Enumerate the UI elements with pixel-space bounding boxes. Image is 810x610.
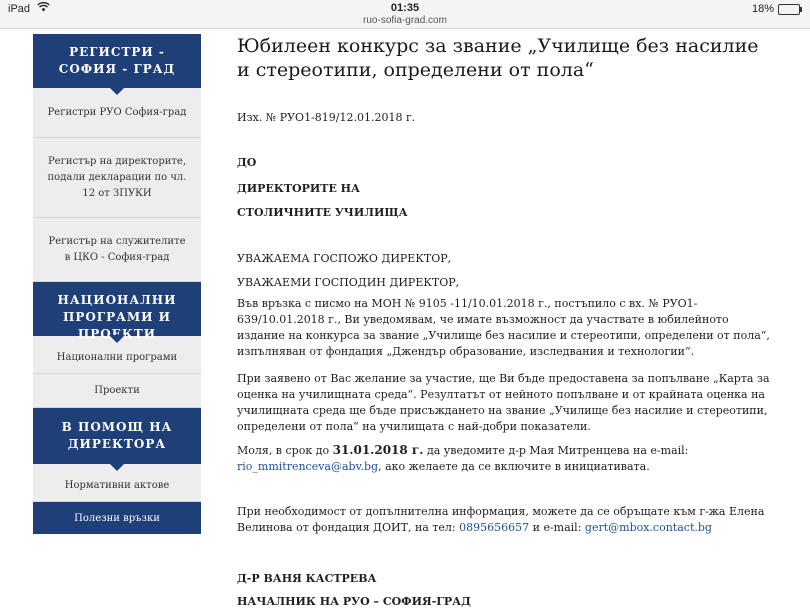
sidebar-item-label: Регистри РУО София-град xyxy=(47,106,187,118)
sidebar-item-label: Нормативни актове xyxy=(64,479,170,491)
sidebar-item-ruo-registers[interactable] xyxy=(33,88,201,138)
text-fragment: , ако желаете да се включите в инициативата. xyxy=(378,460,650,473)
text-line xyxy=(237,442,782,459)
sidebar-item-label: Регистър на служителите в ЦКО - София-град xyxy=(48,235,186,263)
text-line: издание на конкурса за звание „Училище без насилие и стереотипи, определени от пола“, xyxy=(237,329,770,342)
clock: 01:35 xyxy=(390,2,420,14)
signer-name: Д-Р ВАНЯ КАСТРЕВА xyxy=(237,572,377,585)
text-line: училищната среда ще бъде присъждането на звание „Училище без насилие и стереотипи, xyxy=(237,404,768,417)
sidebar-item-projects[interactable] xyxy=(33,374,201,408)
text-line: определени от пола“ на училищата с най-добри показатели. xyxy=(237,420,591,433)
greeting: УВАЖАЕМА ГОСПОЖО ДИРЕКТОР, xyxy=(237,252,452,265)
sidebar-item-label: Полезни връзки xyxy=(74,512,160,524)
sidebar-item-staff-register[interactable] xyxy=(33,218,201,282)
sidebar-header-registers[interactable] xyxy=(33,34,201,88)
title-line: Юбилеен конкурс за звание „Училище без насилие xyxy=(237,35,759,57)
page-title xyxy=(237,34,797,82)
text-line: При необходимост от допълнителна информация, можете да се обръщате към г-жа Елена xyxy=(237,505,765,518)
battery-indicator xyxy=(752,3,800,15)
text-line: изпълнявaн от фондация „Джендър образование, изследвания и технологии“. xyxy=(237,345,695,358)
sidebar-item-directors-register[interactable] xyxy=(33,138,201,218)
sidebar-header-label: В ПОМОЩ НА ДИРЕКТОРА xyxy=(61,420,173,451)
address-bar-url[interactable]: ruo-sofia-grad.com xyxy=(363,15,447,26)
addressee-to: ДО xyxy=(237,156,257,169)
email-link-velinova[interactable]: gert@mbox.contact.bg xyxy=(584,521,712,534)
addressee-line: ДИРЕКТОРИТЕ НА xyxy=(237,182,361,195)
sidebar-header-label: РЕГИСТРИ - СОФИЯ - ГРАД xyxy=(58,45,176,76)
paragraph-intro xyxy=(237,296,782,360)
sidebar-item-label: Регистър на директорите, подали декларации по чл. 12 от ЗПУКИ xyxy=(47,155,187,199)
text-fragment: и e-mail: xyxy=(529,521,585,534)
paragraph-contact xyxy=(237,504,782,536)
device-label: iPad xyxy=(8,3,31,15)
deadline-date: 31.01.2018 г. xyxy=(332,443,424,457)
text-line: оценка на училищната среда“. Резултатът от нейното попълване и от крайната оценка на xyxy=(237,388,765,401)
sidebar-header-help[interactable] xyxy=(33,408,201,464)
battery-icon xyxy=(778,4,800,15)
sidebar-item-label: Национални програми xyxy=(56,351,178,363)
sidebar-item-useful-links[interactable] xyxy=(33,502,201,534)
text-line: При заявено от Вас желание за участие, ще Ви бъде предоставена за попълване „Карта за xyxy=(237,372,770,385)
reference-number: Изх. № РУО1-819/12.01.2018 г. xyxy=(237,111,416,124)
text-line xyxy=(237,459,782,475)
title-line: и стереотипи, определени от пола“ xyxy=(237,59,594,81)
text-fragment: Моля, в срок до xyxy=(237,444,333,457)
email-link-mitrentseva[interactable]: rio_mmitrenceva@abv.bg xyxy=(237,460,379,473)
text-fragment: Велинова от фондация ДОИТ, на тел: xyxy=(237,521,460,534)
sidebar-header-label: НАЦИОНАЛНИ ПРОГРАМИ И ПРОЕКТИ xyxy=(57,293,177,341)
sidebar-header-programs[interactable] xyxy=(33,282,201,341)
paragraph-participation xyxy=(237,371,782,435)
text-fragment: да уведомите д-р Мая Митренцева на e-mail: xyxy=(423,444,689,457)
text-line: Във връзка с писмо на МОН № 9105 -11/10.01.2018 г., постъпило с вх. № РУО1- xyxy=(237,297,698,310)
status-bar xyxy=(0,0,810,29)
text-line: 639/10.01.2018 г., Ви уведомявам, че имате възможност да участвате в юбилейното xyxy=(237,313,729,326)
sidebar-item-label: Проекти xyxy=(94,384,140,396)
battery-percent: 18% xyxy=(751,3,774,15)
text-line xyxy=(237,520,782,536)
signer-title: НАЧАЛНИК НА РУО – СОФИЯ-ГРАД xyxy=(237,595,471,608)
phone-link[interactable]: 0895656657 xyxy=(459,521,530,534)
addressee-line: СТОЛИЧНИТЕ УЧИЛИЩА xyxy=(237,206,408,219)
paragraph-deadline xyxy=(237,442,782,475)
sidebar xyxy=(33,34,201,534)
greeting: УВАЖАЕМИ ГОСПОДИН ДИРЕКТОР, xyxy=(237,276,460,289)
